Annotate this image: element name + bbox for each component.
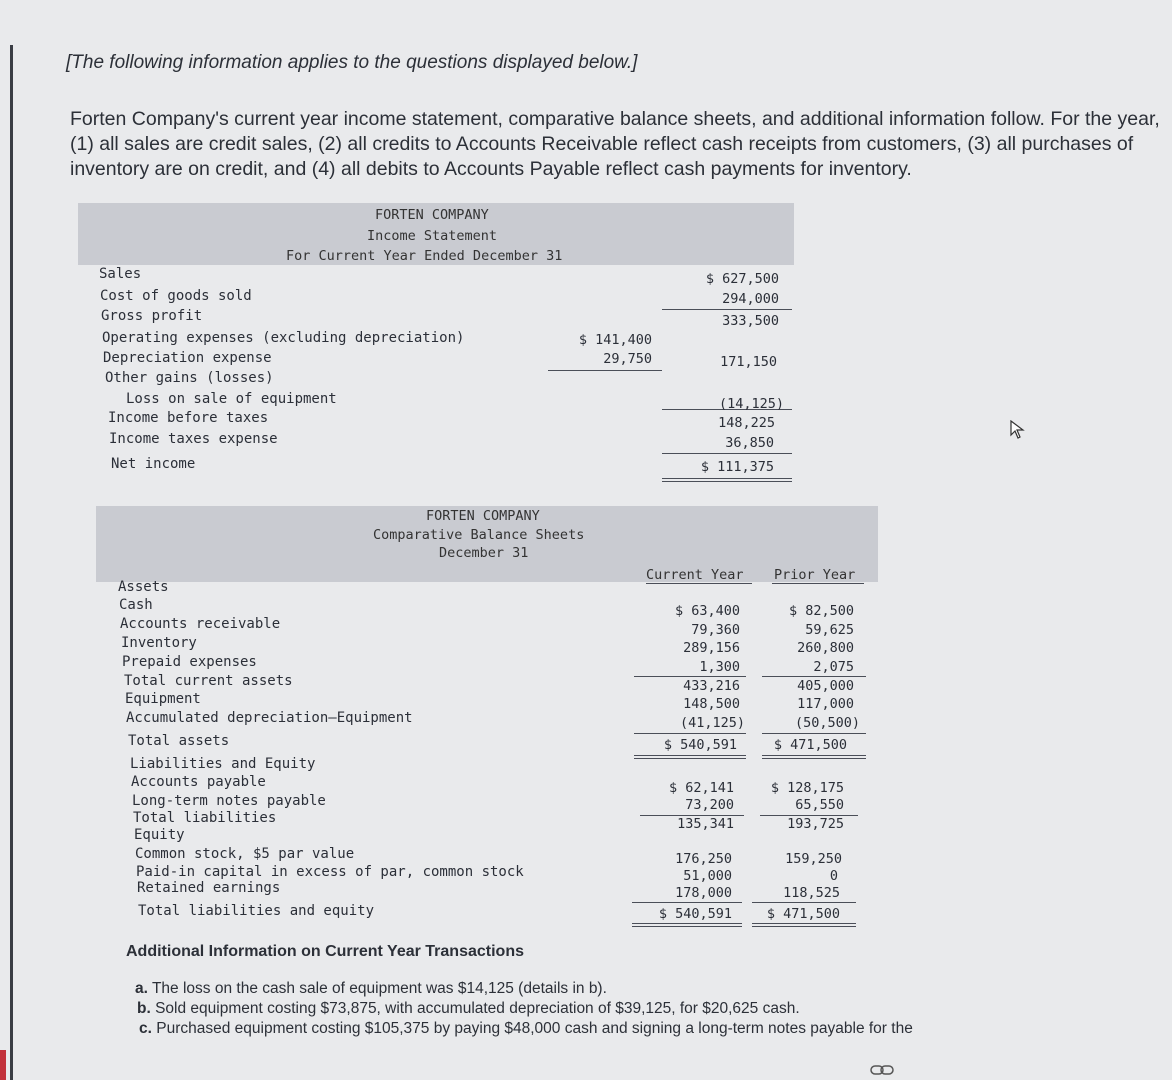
bs-inventory-current: 289,156 [683,640,740,656]
is-net-income-label: Net income [111,456,196,472]
bs-inventory-prior: 260,800 [797,640,854,656]
bs-total-liab-label: Total liabilities [133,810,277,826]
bs-assets-heading: Assets [118,579,169,595]
bs-date: December 31 [439,545,529,561]
bs-re-label: Retained earnings [137,880,281,896]
intro-note: [The following information applies to the questions displayed below.] [66,52,638,73]
additional-item-c-letter: c. [139,1020,152,1037]
bs-re-current: 178,000 [675,885,732,901]
is-taxes-label: Income taxes expense [109,431,278,447]
bs-ar-label: Accounts receivable [120,616,281,632]
is-taxes-total: 36,850 [725,435,774,451]
bs-total-assets-prior: $ 471,500 [773,737,847,753]
bs-accum-dep-rule-current [634,733,746,734]
is-gross-profit-total: 333,500 [722,313,779,329]
bs-apic-current: 51,000 [683,868,732,884]
bs-equipment-prior: 117,000 [797,696,854,712]
bs-accum-dep-rule-prior [762,733,866,734]
is-loss-sale-total: (14,125) [718,396,784,412]
is-depreciation-detail: 29,750 [603,351,652,367]
bs-total-le-double-rule-current [632,923,742,927]
bs-total-le-label: Total liabilities and equity [138,903,375,919]
bs-cash-current: $ 63,400 [674,603,740,619]
is-company: FORTEN COMPANY [375,207,489,223]
bs-equity-heading: Equity [134,827,185,843]
left-accent-mark [0,1050,6,1080]
bs-inventory-label: Inventory [121,635,197,651]
bs-total-assets-double-rule-current [634,755,746,759]
bs-ap-label: Accounts payable [131,774,266,790]
bs-accum-dep-prior: (50,500) [794,715,860,731]
bs-prepaid-label: Prepaid expenses [122,654,257,670]
bs-common-prior: 159,250 [785,851,842,867]
left-border [10,45,13,1080]
is-other-label: Other gains (losses) [105,370,274,386]
is-title: Income Statement [367,228,498,244]
bs-ap-current: $ 62,141 [668,780,734,796]
bs-ap-prior: $ 128,175 [770,780,844,796]
pointer-cursor-icon [1010,420,1026,440]
additional-item-a-text: The loss on the cash sale of equipment was $14,125 (details in b). [151,980,607,997]
chain-link-icon[interactable] [870,1064,894,1076]
additional-item-b-letter: b. [137,1000,151,1017]
bs-re-rule-current [632,902,742,903]
is-sales-total: $ 627,500 [705,271,779,287]
bs-accum-dep-label: Accumulated depreciation–Equipment [126,710,413,726]
bs-total-assets-double-rule-prior [762,755,866,759]
bs-prepaid-current: 1,300 [699,659,740,675]
bs-re-prior: 118,525 [783,885,840,901]
bs-col-prior: Prior Year [774,567,856,583]
bs-accum-dep-current: (41,125) [679,715,745,731]
is-period: For Current Year Ended December 31 [286,248,563,264]
is-taxes-rule [662,453,792,454]
is-opex-detail: $ 141,400 [578,332,652,348]
is-cogs-label: Cost of goods sold [100,288,252,304]
bs-ltnp-label: Long-term notes payable [132,793,326,809]
additional-info-title: Additional Information on Current Year Transactions [126,943,524,960]
bs-ltnp-current: 73,200 [685,797,734,813]
bs-col-current-rule [646,583,752,584]
bs-common-label: Common stock, $5 par value [135,846,355,862]
is-sales-label: Sales [99,266,142,282]
bs-cash-label: Cash [119,597,153,613]
bs-col-current: Current Year [646,567,744,583]
bs-prepaid-rule-prior [762,676,866,677]
bs-tca-prior: 405,000 [797,678,854,694]
bs-title: Comparative Balance Sheets [373,527,585,543]
bs-prepaid-prior: 2,075 [813,659,854,675]
is-cogs-rule [662,309,792,310]
bs-equipment-current: 148,500 [683,696,740,712]
bs-liab-equity-heading: Liabilities and Equity [130,756,316,772]
is-loss-sale-label: Loss on sale of equipment [126,391,337,407]
bs-ltnp-prior: 65,550 [795,797,844,813]
bs-cash-prior: $ 82,500 [788,603,854,619]
is-cogs-total: 294,000 [722,291,779,307]
is-depreciation-rule [548,370,662,371]
bs-company: FORTEN COMPANY [426,508,540,524]
additional-item-b-text: Sold equipment costing $73,875, with accumulated depreciation of $39,125, for $20,625 cash. [155,1000,800,1017]
bs-common-current: 176,250 [675,851,732,867]
bs-total-liab-prior: 193,725 [787,816,844,832]
additional-item-a-letter: a. [135,980,148,997]
bs-total-liab-current: 135,341 [677,816,734,832]
is-gross-profit-label: Gross profit [101,308,203,324]
additional-item-a [135,980,607,998]
intro-paragraph: Forten Company's current year income statement, comparative balance sheets, and additional information follow. For the year, (1) all sales are credit sales, (2) all credits to Accounts Receivable reflect cash receipts from customers, (3) all purchases of inventory are on credit, and (4) all debits to Accounts Payable reflect cash payments for inventory. [70,108,1160,180]
is-net-income-double-rule [662,478,792,482]
bs-ar-prior: 59,625 [805,622,854,638]
additional-item-c-text: Purchased equipment costing $105,375 by paying $48,000 cash and signing a long-term notes payable for the [156,1020,913,1037]
bs-total-assets-current: $ 540,591 [663,737,737,753]
bs-tca-current: 433,216 [683,678,740,694]
bs-col-prior-rule [772,583,864,584]
bs-total-le-prior: $ 471,500 [766,906,840,922]
bs-re-rule-prior [752,902,856,903]
is-depreciation-label: Depreciation expense [103,350,272,366]
is-depreciation-total: 171,150 [720,354,777,370]
bs-total-le-current: $ 540,591 [658,906,732,922]
is-opex-label: Operating expenses (excluding depreciation) [102,330,465,346]
bs-prepaid-rule-current [634,676,746,677]
bs-apic-prior: 0 [829,868,838,884]
is-net-income-total: $ 111,375 [700,459,774,475]
is-income-before-taxes-label: Income before taxes [108,410,269,426]
bs-ar-current: 79,360 [691,622,740,638]
bs-tca-label: Total current assets [124,673,293,689]
additional-item-b [137,1000,800,1018]
bs-apic-label: Paid-in capital in excess of par, common stock [136,864,524,880]
is-income-before-taxes-total: 148,225 [718,415,775,431]
bs-total-assets-label: Total assets [128,733,230,749]
additional-item-c [139,1020,913,1038]
bs-total-le-double-rule-prior [752,923,856,927]
bs-equipment-label: Equipment [125,691,201,707]
